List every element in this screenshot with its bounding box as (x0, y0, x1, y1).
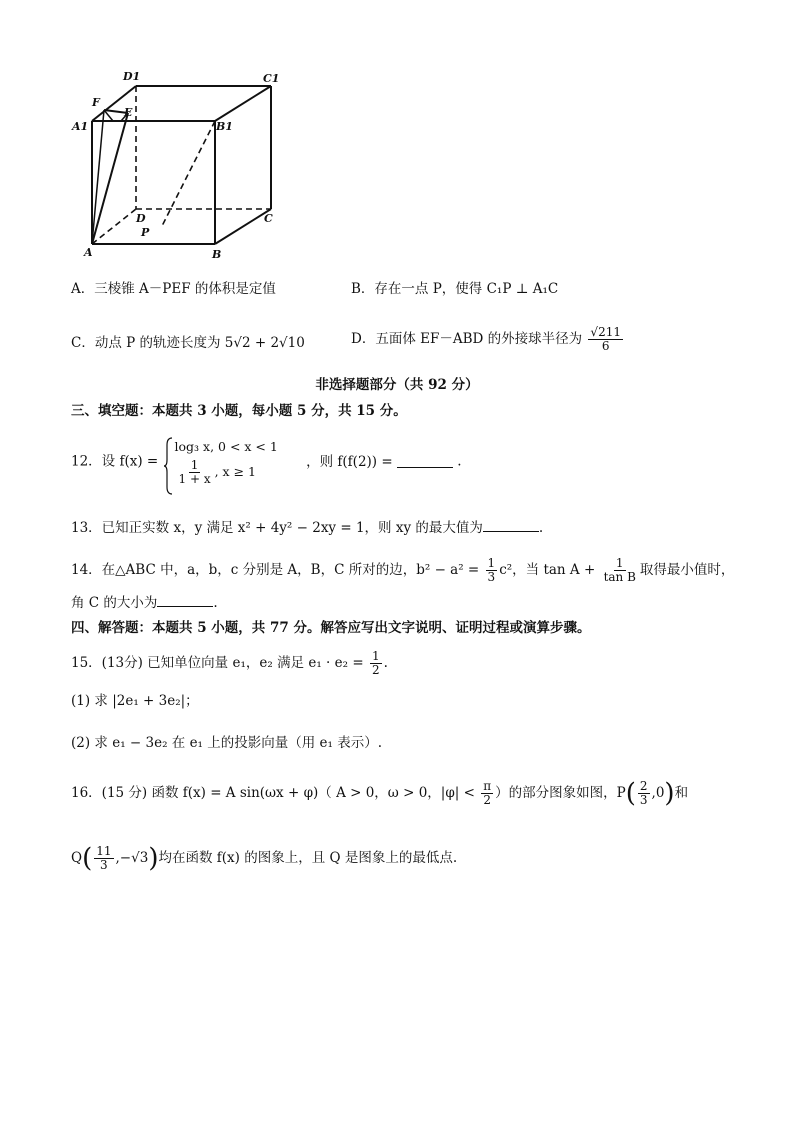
label-D1: D1 (123, 70, 141, 83)
q16-pi-num: π (483, 779, 492, 793)
label-B1: B1 (216, 120, 233, 133)
q16-Q-label: Q (71, 850, 83, 866)
option-d-denominator: 6 (601, 339, 610, 353)
question-12 (71, 437, 462, 486)
q12-case2-num: 1 (190, 458, 199, 472)
q12-piecewise (163, 437, 278, 486)
question-15-2: (2) 求 e₁ − 3e₂ 在 e₁ 上的投影向量（用 e₁ 表示）. (71, 735, 383, 751)
q14-frac2-num: 1 (615, 556, 624, 570)
label-D: D (136, 212, 146, 225)
question-16-line2: Q( $\frac{11}{3}$ ,−√3)均在函数 f(x) 的图象上，且 Q 是图象上的最低点. (71, 843, 458, 874)
q15-end: . (383, 655, 388, 671)
question-16-line1: 16．(15 分) 函数 f(x) = A sin(ωx + φ)（ A > 0，ω > 0，|φ| < $\frac{\pi}{2}$ ）的部分图象如图，P( $\frac{2}{3}$ ,0)和 (71, 778, 689, 809)
label-A: A (84, 246, 93, 259)
q16-part-a: 16．(15 分) 函数 f(x) = A sin(ωx + φ)（ A > 0，ω > 0，|φ| < (71, 785, 475, 801)
option-d-text: D．五面体 EF－ABD 的外接球半径为 (351, 331, 583, 347)
label-C: C (264, 212, 273, 225)
question-15-1: (1) 求 |2e₁ + 3e₂|； (71, 693, 199, 709)
label-F: F (92, 96, 100, 109)
label-C1: C1 (263, 72, 280, 85)
q16-P-tail: ,0 (651, 785, 665, 801)
q16-pi-fraction (481, 780, 493, 807)
q15-text: 15．(13分) 已知单位向量 e₁，e₂ 满足 e₁ · e₂ = (71, 655, 364, 671)
q14-part-b: c²，当 tan A + (499, 562, 596, 578)
q14-frac1-num: 1 (487, 556, 496, 570)
q14-frac1-den: 3 (487, 570, 496, 584)
q12-case1: log₃ x, 0 < x < 1 (174, 439, 278, 454)
q12-suffix: ，则 f(f(2)) = (306, 453, 393, 470)
option-d-fraction (588, 326, 623, 353)
q12-case2-fraction (177, 459, 213, 486)
q13-end: . (538, 520, 544, 536)
q14-answer-blank[interactable] (157, 594, 213, 607)
q14-line2: 角 C 的大小为 (71, 595, 158, 611)
q14-part-c: 取得最小值时， (639, 562, 735, 578)
q16-Q-num: 11 (96, 844, 112, 858)
q14-frac2 (602, 557, 638, 584)
label-E: E (124, 106, 133, 119)
q16-P-fraction (638, 780, 650, 807)
question-14-line1 (71, 557, 734, 584)
section-title: 非选择题部分（共 92 分） (315, 377, 479, 393)
q14-frac1 (486, 557, 498, 584)
q15-frac-den: 2 (371, 663, 380, 677)
q12-answer-blank[interactable] (397, 455, 453, 468)
question-15 (71, 650, 388, 677)
q12-case2-den: 1 + x (178, 472, 211, 486)
option-d-numerator: √211 (590, 325, 621, 339)
q16-pi-den: 2 (483, 793, 492, 807)
label-B: B (212, 248, 222, 261)
option-a: A．三棱锥 A－PEF 的体积是定值 (71, 281, 276, 297)
q16-part-c: 和 (674, 785, 689, 801)
q12-case2-tail: , x ≥ 1 (214, 464, 256, 479)
part3-heading: 三、填空题：本题共 3 小题，每小题 5 分，共 15 分。 (71, 403, 407, 419)
brace-icon (163, 437, 173, 495)
q16-P-den: 3 (639, 793, 648, 807)
q16-Q-den: 3 (100, 858, 108, 872)
part4-heading: 四、解答题：本题共 5 小题，共 77 分。解答应写出文字说明、证明过程或演算步骤。 (71, 620, 591, 636)
q13-text: 13．已知正实数 x，y 满足 x² + 4y² − 2xy = 1，则 xy 的最大值为 (71, 520, 483, 536)
label-P: P (141, 226, 150, 239)
q12-prefix: 12．设 f(x) = (71, 453, 159, 470)
q12-end: . (457, 453, 462, 470)
q14-frac2-den: tan B (603, 570, 636, 584)
q14-part-a: 14．在△ABC 中，a，b，c 分别是 A，B，C 所对的边，b² − a² = (71, 562, 480, 578)
q13-answer-blank[interactable] (483, 519, 539, 532)
cube-figure (68, 66, 288, 266)
option-b: B．存在一点 P，使得 C₁P ⊥ A₁C (351, 281, 559, 297)
q16-part-b: ）的部分图象如图，P (495, 785, 626, 801)
q16-Q-fraction (94, 845, 113, 872)
question-13 (71, 518, 543, 538)
q16-P-num: 2 (639, 779, 648, 793)
q14-end: . (213, 595, 218, 611)
q16-Q-tail: ,−√3 (115, 850, 149, 866)
q16-part-d: 均在函数 f(x) 的图象上，且 Q 是图象上的最低点. (158, 850, 458, 866)
label-A1: A1 (72, 120, 89, 133)
option-d (351, 326, 625, 353)
q15-fraction (370, 650, 382, 677)
q15-frac-num: 1 (371, 649, 380, 663)
option-c: C．动点 P 的轨迹长度为 5√2 + 2√10 (71, 335, 305, 351)
question-14-line2 (71, 593, 218, 613)
